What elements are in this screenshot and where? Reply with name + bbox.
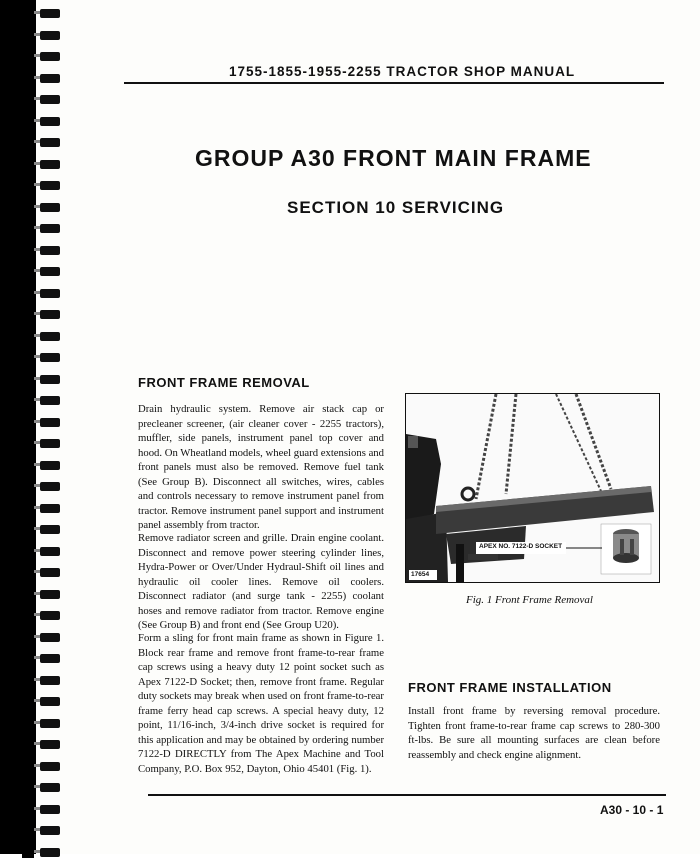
binding-coil bbox=[22, 802, 60, 815]
figure-illustration bbox=[406, 394, 659, 582]
binding-coil bbox=[22, 522, 60, 535]
figure-front-frame-photo bbox=[405, 393, 660, 583]
binding-coil bbox=[22, 350, 60, 363]
binding-coil bbox=[22, 178, 60, 191]
binding-coil bbox=[22, 6, 60, 19]
binding-coil bbox=[22, 71, 60, 84]
socket-label: APEX NO. 7122-D SOCKET bbox=[479, 543, 563, 550]
binding-coil bbox=[22, 694, 60, 707]
binding-coil bbox=[22, 737, 60, 750]
binding-coil bbox=[22, 307, 60, 320]
binding-coil bbox=[22, 608, 60, 621]
binding-coil bbox=[22, 329, 60, 342]
binding-coil bbox=[22, 630, 60, 643]
removal-paragraph-3: Form a sling for front main frame as shown in Figure 1. Block rear frame and remove front frame-to-rear frame cap screws using a heavy duty 12 point socket such as Apex 7122-D Socket; then, remove front frame. Regular duty sockets may break when used on front frame-to-rear frame ferry head cap screws. A special heavy duty, 12 point, 11/16-inch, 3/4-inch drive socket is required for this application and may be obtained by ordering number 7122-D DIRECTLY from The Apex Machine and Tool Company, P.O. Box 952, Dayton, Ohio 45401 (Fig. 1). bbox=[138, 632, 384, 775]
binding-coil bbox=[22, 716, 60, 729]
group-title: GROUP A30 FRONT MAIN FRAME bbox=[195, 145, 592, 171]
installation-paragraph: Install front frame by reversing removal procedure. Tighten front frame-to-rear frame cap screws to 280-300 ft-lbs. Be sure all mounting surfaces are clean before reassembly and check engine alignment. bbox=[408, 705, 660, 761]
section-title: SECTION 10 SERVICING bbox=[287, 198, 505, 217]
binding-coil bbox=[22, 200, 60, 213]
binding-coil bbox=[22, 673, 60, 686]
binding-coil bbox=[22, 92, 60, 105]
binding-coil bbox=[22, 780, 60, 793]
binding-coil bbox=[22, 264, 60, 277]
footer-rule bbox=[148, 794, 666, 796]
removal-paragraph-1: Drain hydraulic system. Remove air stack cap or precleaner screener, (air cleaner cover - 2255 tractors), muffler, side panels, instrument panel top cover and hood. On Wheatland models, wheel guard extensions and front panels must also be removed. Remove fuel tank (See Group B). Disconnect all switches, wires, cables and controls necessary to remove instrument panel from tractor. Remove instrument panel support and instrument panel assembly from tractor. bbox=[138, 403, 384, 531]
installation-heading: FRONT FRAME INSTALLATION bbox=[408, 680, 612, 695]
binding-coil bbox=[22, 393, 60, 406]
binding-coil bbox=[22, 587, 60, 600]
binding-coil bbox=[22, 845, 60, 858]
binding-coil bbox=[22, 114, 60, 127]
binding-coil bbox=[22, 372, 60, 385]
binding-coil bbox=[22, 651, 60, 664]
binding-coil bbox=[22, 286, 60, 299]
binding-coil bbox=[22, 49, 60, 62]
manual-header: 1755-1855-1955-2255 TRACTOR SHOP MANUAL bbox=[229, 64, 576, 79]
binding-coil bbox=[22, 479, 60, 492]
removal-heading: FRONT FRAME REMOVAL bbox=[138, 375, 310, 390]
binding-coil bbox=[22, 243, 60, 256]
binding-coil bbox=[22, 823, 60, 836]
binding-coil bbox=[22, 458, 60, 471]
binding-coil bbox=[22, 544, 60, 557]
page-number: A30 - 10 - 1 bbox=[600, 803, 664, 817]
binding-coil bbox=[22, 759, 60, 772]
figure-code: 17654 bbox=[411, 571, 430, 578]
header-rule bbox=[124, 82, 664, 84]
binding-coil bbox=[22, 436, 60, 449]
binding-coil bbox=[22, 221, 60, 234]
binding-coil bbox=[22, 501, 60, 514]
binding-coil bbox=[22, 135, 60, 148]
binding-coil bbox=[22, 565, 60, 578]
figure-caption: Fig. 1 Front Frame Removal bbox=[466, 594, 593, 606]
binding-coil bbox=[22, 157, 60, 170]
binding-coil bbox=[22, 28, 60, 41]
binding-coil bbox=[22, 415, 60, 428]
removal-paragraph-2: Remove radiator screen and grille. Drain engine coolant. Disconnect and remove power steering cylinder lines, Hydra-Power or Over/Under Hydraul-Shift oil lines and hydraulic oil cooler lines. Remove oil coolers. Disconnect radiator (and surge tank - 2255) coolant hoses and remove radiator from tractor. Remove engine (See Group B) and front end (See Group U20). bbox=[138, 532, 384, 631]
